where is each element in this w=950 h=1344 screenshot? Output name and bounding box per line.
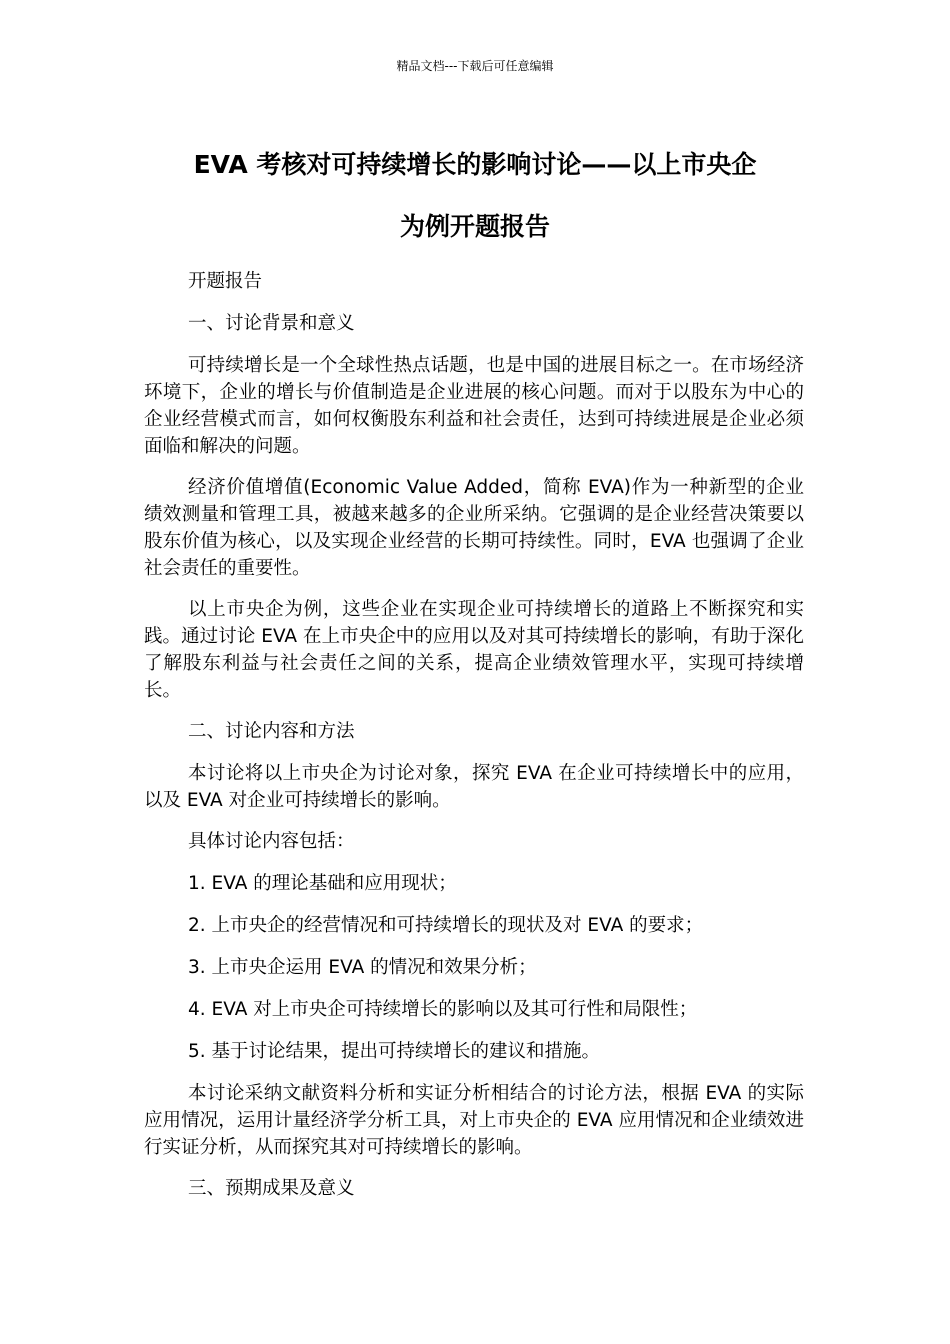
- paragraph: 以上市央企为例，这些企业在实现企业可持续增长的道路上不断探究和实践。通过讨论 EVA 在上市央企中的应用以及对其可持续增长的影响，有助于深化了解股东利益与社会责任之间的关系，提高企业绩效管理水平，实现可持续增长。: [144, 599, 804, 701]
- list-intro: 具体讨论内容包括：: [188, 831, 355, 852]
- title-line-2: 为例开题报告: [399, 212, 550, 241]
- section-heading-1: 一、讨论背景和意义: [188, 313, 355, 334]
- title-line-1: EVA 考核对可持续增长的影响讨论——以上市央企: [193, 150, 757, 179]
- report-label: 开题报告: [188, 271, 263, 292]
- list-item: 2. 上市央企的经营情况和可持续增长的现状及对 EVA 的要求；: [188, 915, 704, 936]
- paragraph: 可持续增长是一个全球性热点话题，也是中国的进展目标之一。在市场经济环境下，企业的增长与价值制造是企业进展的核心问题。而对于以股东为中心的企业经营模式而言，如何权衡股东利益和社会责任，达到可持续进展是企业必须面临和解决的问题。: [144, 355, 804, 457]
- section-heading-2: 二、讨论内容和方法: [188, 721, 355, 742]
- section-heading-3: 三、预期成果及意义: [188, 1178, 355, 1199]
- document-body: [144, 268, 804, 1217]
- paragraph: 经济价值增值(Economic Value Added，简称 EVA)作为一种新型的企业绩效测量和管理工具，被越来越多的企业所采纳。它强调的是企业经营决策要以股东价值为核心，以及实现企业经营的长期可持续性。同时，EVA 也强调了企业社会责任的重要性。: [144, 477, 804, 579]
- paragraph: 本讨论将以上市央企为讨论对象，探究 EVA 在企业可持续增长中的应用，以及 EVA 对企业可持续增长的影响。: [144, 763, 804, 811]
- list-item: 1. EVA 的理论基础和应用现状；: [188, 873, 457, 894]
- document-title: [120, 134, 830, 258]
- page-header-note: 精品文档---下载后可任意编辑: [396, 59, 554, 73]
- list-item: 4. EVA 对上市央企可持续增长的影响以及其可行性和局限性；: [188, 999, 698, 1020]
- list-item: 5. 基于讨论结果，提出可持续增长的建议和措施。: [188, 1041, 601, 1062]
- list-item: 3. 上市央企运用 EVA 的情况和效果分析；: [188, 957, 537, 978]
- paragraph: 本讨论采纳文献资料分析和实证分析相结合的讨论方法，根据 EVA 的实际应用情况，运用计量经济学分析工具，对上市央企的 EVA 应用情况和企业绩效进行实证分析，从而探究其对可持续增长的影响。: [144, 1083, 804, 1158]
